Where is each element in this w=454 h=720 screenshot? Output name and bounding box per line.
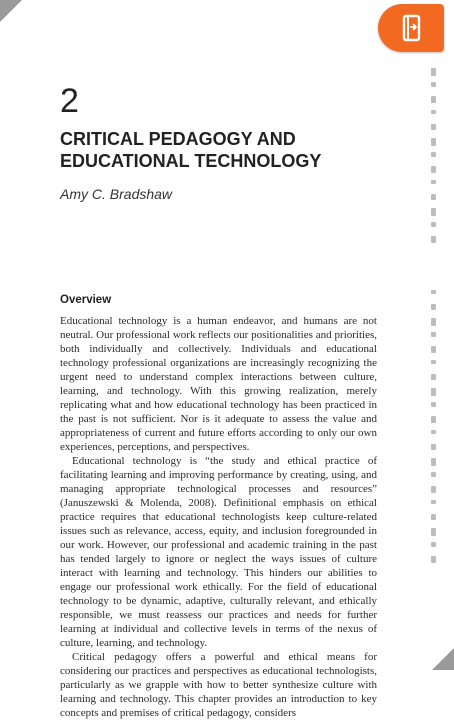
open-book-icon [400,13,424,43]
margin-mark [431,528,436,536]
margin-mark [431,180,436,184]
margin-mark [431,416,436,423]
margin-mark [431,68,436,76]
margin-mark [431,152,436,157]
margin-mark-strip [428,290,438,570]
margin-mark [431,514,436,520]
page-corner-top-left [0,0,22,22]
paragraph: Critical pedagogy offers a powerful and ethical means for considering our practices and perspectives as educational technologists, particularly as we grapple with how to better synthesize culture with learning and technology. This chapter provides an introduction to key concepts and premises of critical pedagogy, considers [60,651,377,719]
section-heading: Overview [60,294,112,306]
margin-mark [431,556,436,563]
margin-mark [431,222,436,227]
margin-mark [431,110,436,114]
chapter-title: CRITICAL PEDAGOGY AND EDUCATIONAL TECHNOLOGY [60,129,322,171]
margin-mark [431,346,436,353]
margin-mark [431,208,436,216]
margin-mark [431,290,436,294]
margin-mark [431,166,436,173]
author-name: Amy C. Bradshaw [60,186,173,202]
margin-mark [431,138,436,146]
margin-mark [431,236,436,243]
margin-mark [431,430,436,434]
margin-mark [431,388,436,396]
margin-mark-strip [428,68,438,250]
margin-mark [431,472,436,477]
body-text [60,314,377,720]
paragraph: Educational technology is a human endeavor, and humans are not neutral. Our professional work reflects our positionalities and priorities, both individually and collectively. Individuals and educational technology professional organizations are increasingly recognizing the urgent need to understand complex interactions between culture, learning, and technology. With this growing realization, merely replicating what and how educational technology has been practiced in the past is not sufficient. Nor is it adequate to assess the value and appropriateness of current and future efforts according to only our own experiences, perceptions, and perspectives. [60,315,377,453]
chapter-number: 2 [60,82,79,120]
margin-mark [431,374,436,380]
margin-mark [431,542,436,547]
open-document-button[interactable] [378,4,444,52]
margin-mark [431,124,436,130]
paragraph: Educational technology is “the study and ethical practice of facilitating learning and improving performance by creating, using, and managing appropriate technological processes and resources” (Januszewski & Molenda, 2008). Definitional emphasis on ethical practice requires that educational technologists keep culture-related issues such as relevance, access, equity, and inclusion foregrounded in our work. However, our professional and academic training in the past has tended largely to ignore or neglect the ways issues of culture interact with learning and technology. This hinders our abilities to engage our professional work ethically. For the field of educational technology to be dynamic, adaptive, culturally relevant, and ethically responsible, we must reassess our practices and needs for further learning at individual and collective levels in terms of the nexus of culture, learning, and technology. [60,455,377,649]
margin-mark [431,402,436,407]
margin-mark [431,318,436,326]
margin-mark [431,304,436,310]
margin-mark [431,332,436,337]
margin-mark [431,82,436,87]
margin-mark [431,500,436,504]
margin-mark [431,360,436,364]
margin-mark [431,444,436,450]
margin-mark [431,486,436,493]
margin-mark [431,194,436,200]
page-corner-bottom-right [432,648,454,670]
margin-mark [431,96,436,103]
margin-mark [431,458,436,466]
